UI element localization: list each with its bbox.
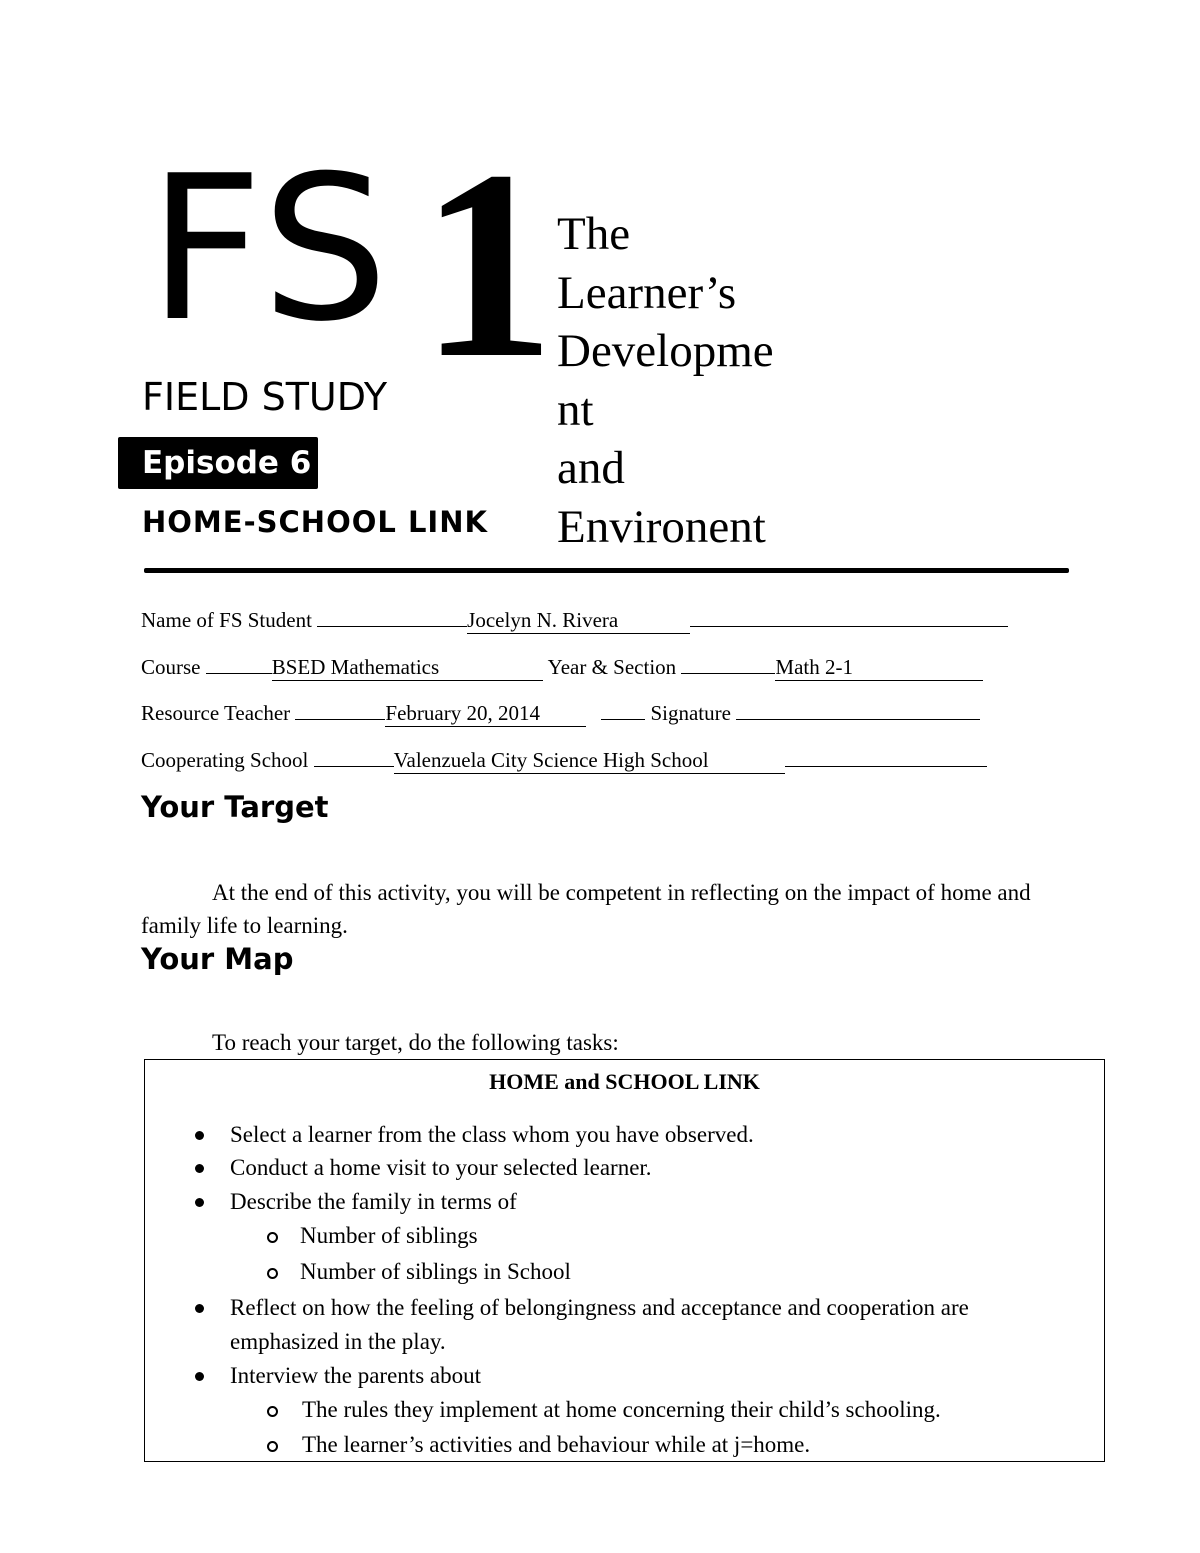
course-field [141,653,983,681]
bullet-icon [195,1372,204,1381]
blank-line [317,606,467,627]
circle-bullet-icon [267,1232,278,1243]
subtitle-line: The [557,208,631,260]
cooperating-school-value[interactable]: Valenzuela City Science High School [394,747,785,774]
episode-label: Episode 6 [142,445,312,481]
blank-line [295,699,385,720]
school-field [141,746,987,774]
episode-title: HOME-SCHOOL LINK [142,505,488,539]
circle-bullet-icon [267,1406,278,1417]
subtitle-line: and [557,442,625,494]
task-box-title: HOME and SCHOOL LINK [489,1069,760,1094]
bullet-icon [195,1198,204,1207]
student-name-value[interactable]: Jocelyn N. Rivera [467,607,690,634]
blank-line [314,746,394,767]
signature-label: Signature [650,701,731,725]
fs-title: FS [148,133,391,366]
bullet-icon [195,1304,204,1313]
signature-input[interactable] [736,699,980,720]
task-item: Select a learner from the class whom you have observed. [230,1122,754,1147]
task-subitem: Number of siblings in School [300,1259,571,1284]
bullet-icon [195,1164,204,1173]
subtitle-line: nt [557,383,594,436]
task-item-continuation: emphasized in the play. [230,1329,446,1354]
fs-number: 1 [420,115,555,414]
subtitle-line: Developme [557,325,774,377]
course-value[interactable]: BSED Mathematics [272,654,543,681]
year-section-label: Year & Section [547,655,677,679]
map-heading: Your Map [141,942,294,976]
task-subitem: Number of siblings [300,1223,478,1248]
course-subtitle [557,205,774,556]
header-divider [144,568,1069,573]
teacher-field [141,699,980,727]
blank-line [681,653,775,674]
task-item: Interview the parents about [230,1363,481,1388]
task-item: Conduct a home visit to your selected learner. [230,1155,652,1180]
subtitle-line: Learner’s [557,266,737,319]
subtitle-line: Environent [557,500,766,553]
circle-bullet-icon [267,1268,278,1279]
blank-line [690,606,1008,627]
task-subitem: The learner’s activities and behaviour while at j=home. [302,1432,811,1457]
cooperating-school-label: Cooperating School [141,748,309,772]
resource-teacher-label: Resource Teacher [141,701,291,725]
resource-teacher-value[interactable]: February 20, 2014 [385,700,586,727]
student-name-label: Name of FS Student [141,608,312,632]
task-item: Reflect on how the feeling of belongingness and acceptance and cooperation are [230,1295,969,1320]
task-item: Describe the family in terms of [230,1189,517,1214]
blank-line [601,699,645,720]
bullet-icon [195,1131,204,1140]
task-subitem: The rules they implement at home concerning their child’s schooling. [302,1397,941,1422]
course-label: Course [141,655,201,679]
blank-line [206,653,272,674]
circle-bullet-icon [267,1441,278,1452]
target-heading: Your Target [141,790,329,824]
map-intro: To reach your target, do the following tasks: [212,1030,619,1055]
student-name-field [141,606,1008,634]
target-text: At the end of this activity, you will be competent in reflecting on the impact of home and family life to learning. [141,880,1031,938]
field-study-label: FIELD STUDY [142,375,388,419]
year-section-value[interactable]: Math 2-1 [775,654,983,681]
blank-line [785,746,987,767]
